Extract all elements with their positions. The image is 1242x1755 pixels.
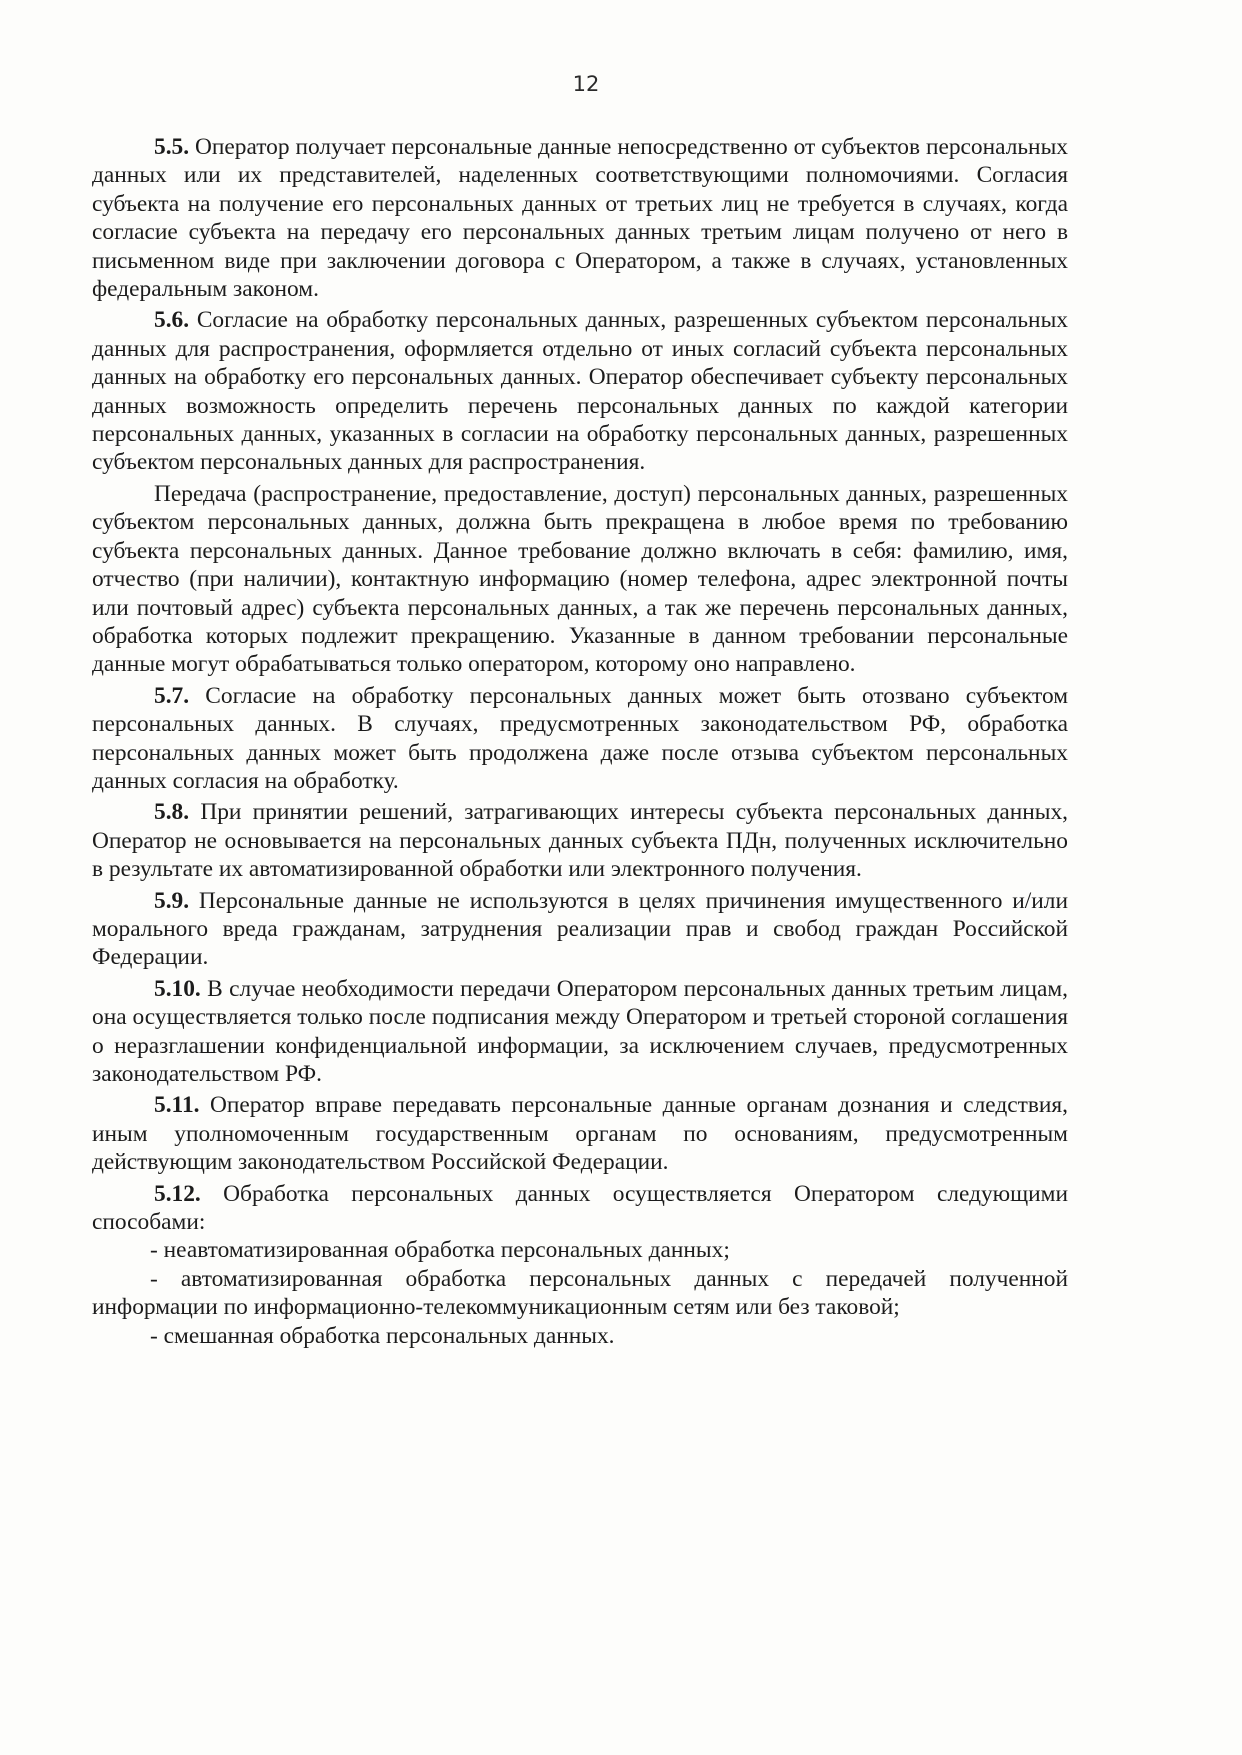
paragraph-5-6 <box>92 306 1068 476</box>
paragraph-5-10 <box>92 975 1068 1089</box>
page-number: 12 <box>572 72 600 96</box>
clause-number: 5.5. <box>154 134 190 160</box>
document-body <box>92 133 1068 1350</box>
clause-number: 5.7. <box>154 682 190 709</box>
paragraph-text: Передача (распространение, предоставление, доступ) персональных данных, разрешенных субъектом персональных данных, должна быть прекращена в любое время по требованию субъекта персональных данных. Данное требование должно включать в себя: фамилию, имя, отчество (при наличии), контактную информацию (номер телефона, адрес электронной почты или почтовый адрес) субъекта персональных данных, а так же перечень персональных данных, обработка которых подлежит прекращению. Указанные в данном требовании персональные данные могут обрабатываться только оператором, которому оно направлено. <box>92 480 1068 678</box>
paragraph-text: Персональные данные не используются в целях причинения имущественного и/или морального вреда гражданам, затруднения реализации прав и свобод граждан Российской Федерации. <box>92 887 1068 971</box>
list-item: - неавтоматизированная обработка персональных данных; <box>150 1237 730 1264</box>
list-item: - автоматизированная обработка персональных данных с передачей полученной информации по информационно-телекоммуникационным сетям или без таковой; <box>92 1265 1068 1321</box>
paragraph-5-8 <box>92 798 1068 883</box>
clause-number: 5.12. <box>154 1180 201 1207</box>
paragraph-text: Согласие на обработку персональных данных, разрешенных субъектом персональных данных для распространения, оформляется отдельно от иных согласий субъекта персональных данных на обработку его персональных данных. Оператор обеспечивает субъекту персональных данных возможность определить перечень персональных данных по каждой категории персональных данных, указанных в согласии на обработку персональных данных, разрешенных субъектом персональных данных для распространения. <box>92 307 1068 476</box>
clause-number: 5.8. <box>154 799 190 826</box>
paragraph-5-5 <box>92 133 1068 303</box>
clause-number: 5.11. <box>154 1092 200 1119</box>
list-item: - смешанная обработка персональных данных. <box>150 1322 615 1349</box>
paragraph-5-11 <box>92 1091 1068 1176</box>
paragraph-text: Оператор вправе передавать персональные данные органам дознания и следствия, иным уполномоченным государственным органам по основаниям, предусмотренным действующим законодательством Российской Федерации. <box>92 1092 1068 1176</box>
paragraph-5-9 <box>92 887 1068 972</box>
clause-number: 5.6. <box>154 307 190 334</box>
paragraph-text: Согласие на обработку персональных данных может быть отозвано субъектом персональных данных. В случаях, предусмотренных законодательством РФ, обработка персональных данных может быть продолжена даже после отзыва субъектом персональных данных согласия на обработку. <box>92 682 1069 794</box>
paragraph-text: Оператор получает персональные данные непосредственно от субъектов персональных данных или их представителей, наделенных соответствующими полномочиями. Согласия субъекта на получение его персональных данных от третьих лиц не требуется в случаях, когда согласие субъекта на передачу его персональных данных третьим лицам получено от него в письменном виде при заключении договора с Оператором, а также в случаях, установленных федеральным законом. <box>92 134 1068 303</box>
paragraph-text: В случае необходимости передачи Оператором персональных данных третьим лицам, она осуществляется только после подписания между Оператором и третьей стороной соглашения о неразглашении конфиденциальной информации, за исключением случаев, предусмотренных законодательством РФ. <box>92 975 1068 1087</box>
paragraph-5-7 <box>92 682 1068 796</box>
paragraph-text: При принятии решений, затрагивающих интересы субъекта персональных данных, Оператор не основывается на персональных данных субъекта ПДн, полученных исключительно в результате их автоматизированной обработки или электронного получения. <box>92 799 1068 883</box>
paragraph-transfer <box>92 480 1068 679</box>
paragraph-5-12 <box>92 1180 1068 1237</box>
clause-number: 5.9. <box>154 887 190 914</box>
paragraph-text: Обработка персональных данных осуществляется Оператором следующими способами: <box>92 1180 1068 1236</box>
clause-number: 5.10. <box>154 975 201 1002</box>
